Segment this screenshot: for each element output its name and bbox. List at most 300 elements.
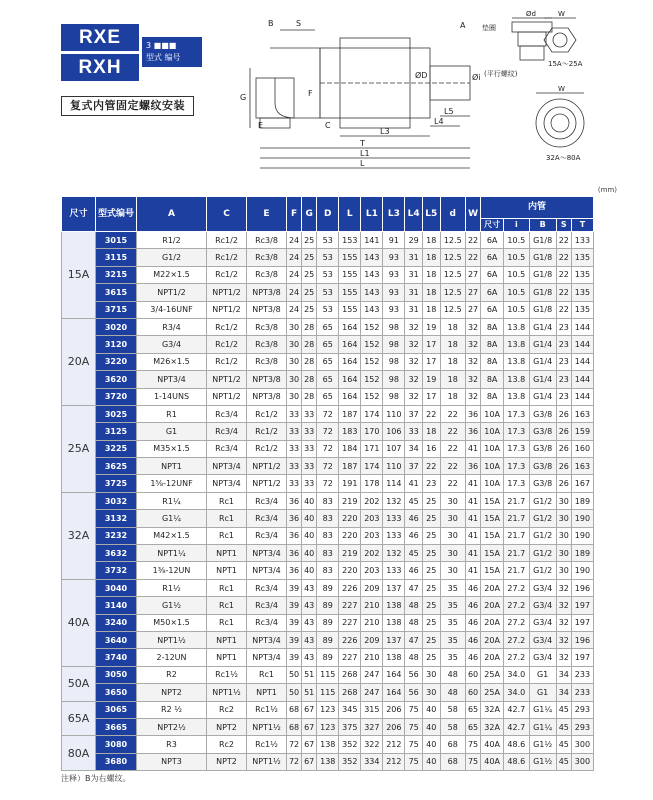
spec-cell: G1/4 [529,353,556,370]
spec-cell: NPT1½ [247,753,287,770]
spec-cell: 47 [405,579,423,596]
spec-cell: 32 [405,353,423,370]
spec-cell: 30 [440,545,465,562]
spec-cell: 13.8 [504,371,529,388]
spec-cell: 12.5 [440,266,465,283]
model-cell: 3680 [96,753,137,770]
model-cell: 3020 [96,318,137,335]
spec-cell: 23 [556,318,571,335]
spec-cell: 18 [422,232,440,249]
spec-cell: 45 [556,718,571,735]
spec-cell: G3/4 [529,649,556,666]
label-s: S [296,19,302,28]
spec-cell: 315 [361,701,383,718]
spec-cell: 300 [571,736,593,753]
spec-cell: 247 [361,666,383,683]
spec-cell: 220 [339,527,361,544]
spec-cell: 33 [302,405,317,422]
spec-cell: 202 [361,492,383,509]
spec-cell: 27.2 [504,614,529,631]
spec-cell: NPT3/4 [247,562,287,579]
spec-cell: 13.8 [504,318,529,335]
spec-cell: G3/8 [529,440,556,457]
spec-cell: 50 [287,666,302,683]
model-cell: 3115 [96,249,137,266]
spec-cell: 75 [465,736,480,753]
spec-cell: 65 [465,718,480,735]
spec-cell: 18 [440,388,465,405]
spec-cell: 174 [361,458,383,475]
model-cell: 3220 [96,353,137,370]
spec-cell: NPT1/2 [207,388,247,405]
spec-cell: G1/8 [529,232,556,249]
spec-cell: 6A [481,266,504,283]
spec-cell: 22 [556,301,571,318]
spec-cell: 10A [481,405,504,422]
spec-cell: 18 [440,336,465,353]
spec-cell: 17.3 [504,405,529,422]
model-cell: 3140 [96,597,137,614]
spec-cell: 32 [556,649,571,666]
joint-drawing [220,8,520,176]
spec-cell: NPT3 [137,753,207,770]
header-l4: L4 [405,197,423,232]
size-cell: 50A [62,666,96,701]
spec-cell: 164 [339,371,361,388]
spec-cell: 19 [422,371,440,388]
spec-cell: 227 [339,614,361,631]
table-row [62,301,594,318]
spec-cell: 164 [339,318,361,335]
spec-cell: 24 [287,301,302,318]
spec-cell: 35 [440,649,465,666]
model-cell: 3215 [96,266,137,283]
spec-cell: G1/2 [529,527,556,544]
spec-cell: 10A [481,458,504,475]
spec-cell: 138 [383,614,405,631]
spec-cell: 345 [339,701,361,718]
spec-cell: 46 [405,510,423,527]
spec-cell: 18 [422,423,440,440]
spec-cell: 144 [571,353,593,370]
spec-cell: 196 [571,631,593,648]
spec-cell: 26 [556,423,571,440]
table-row [62,597,594,614]
spec-cell: 300 [571,753,593,770]
spec-cell: Rc1/2 [207,353,247,370]
header-model: 型式编号 [96,197,137,232]
spec-cell: 41 [465,527,480,544]
label-g: G [240,93,247,102]
model-cell: 3615 [96,284,137,301]
label-f: F [308,89,313,98]
spec-cell: 143 [361,284,383,301]
spec-cell: 21.7 [504,510,529,527]
spec-cell: NPT2 [207,753,247,770]
spec-cell: G1½ [137,597,207,614]
spec-cell: 27 [465,266,480,283]
spec-cell: 36 [287,510,302,527]
table-row [62,649,594,666]
spec-cell: G1/2 [529,492,556,509]
spec-cell: 48.6 [504,736,529,753]
spec-cell: 26 [556,475,571,492]
badge-side-sub: 型式 编号 [146,53,181,62]
table-row [62,336,594,353]
spec-cell: 65 [317,353,339,370]
spec-cell: NPT2 [207,718,247,735]
spec-cell: 17 [422,388,440,405]
label-range-32-80: 32A～80A [546,154,581,162]
spec-cell: 187 [339,405,361,422]
spec-cell: 25A [481,684,504,701]
spec-cell: 67 [302,736,317,753]
spec-cell: 75 [405,718,423,735]
spec-cell: 163 [571,458,593,475]
spec-cell: 35 [440,579,465,596]
unit-label: (mm) [597,186,617,194]
spec-cell: 190 [571,562,593,579]
spec-cell: 191 [339,475,361,492]
spec-cell: R3 [137,736,207,753]
table-row [62,701,594,718]
spec-cell: 226 [339,631,361,648]
spec-cell: Rc1 [207,510,247,527]
spec-cell: 144 [571,318,593,335]
spec-cell: 152 [361,318,383,335]
spec-cell: 189 [571,492,593,509]
spec-cell: 48 [440,684,465,701]
spec-cell: 72 [317,440,339,457]
spec-cell: 31 [405,301,423,318]
spec-cell: G1/4 [529,336,556,353]
spec-cell: 27 [465,284,480,301]
model-cell: 3632 [96,545,137,562]
spec-cell: 144 [571,388,593,405]
spec-cell: 48.6 [504,753,529,770]
spec-cell: 27.2 [504,597,529,614]
spec-cell: 133 [383,510,405,527]
spec-cell: 322 [361,736,383,753]
spec-cell: 107 [383,440,405,457]
spec-cell: 25 [422,492,440,509]
spec-cell: 174 [361,405,383,422]
spec-cell: 143 [361,249,383,266]
spec-cell: 106 [383,423,405,440]
spec-cell: NPT1/2 [207,371,247,388]
spec-cell: 152 [361,336,383,353]
spec-cell: 352 [339,753,361,770]
spec-cell: 203 [361,527,383,544]
spec-cell: 25 [422,614,440,631]
spec-cell: Rc1/2 [247,440,287,457]
spec-cell: 25 [302,249,317,266]
spec-cell: 33 [302,475,317,492]
spec-cell: 36 [287,527,302,544]
model-cell: 3032 [96,492,137,509]
spec-cell: 33 [287,440,302,457]
spec-cell: 8A [481,318,504,335]
header-c: C [207,197,247,232]
spec-cell: 43 [302,631,317,648]
table-row [62,458,594,475]
spec-cell: G3/4 [529,631,556,648]
spec-cell: 39 [287,579,302,596]
spec-cell: NPT2½ [137,718,207,735]
model-cell: 3625 [96,458,137,475]
spec-cell: 40 [422,736,440,753]
model-cell: 3665 [96,718,137,735]
spec-cell: M35×1.5 [137,440,207,457]
spec-cell: 135 [571,266,593,283]
spec-cell: Rc1 [207,597,247,614]
spec-cell: 164 [339,388,361,405]
spec-cell: 34.0 [504,666,529,683]
spec-cell: 98 [383,371,405,388]
spec-cell: NPT1½ [207,684,247,701]
spec-cell: 164 [339,353,361,370]
spec-cell: 53 [317,301,339,318]
spec-cell: 1⅝-12UNF [137,475,207,492]
spec-cell: 15A [481,562,504,579]
spec-cell: 10.5 [504,232,529,249]
spec-cell: Rc3/4 [247,492,287,509]
spec-cell: 25 [422,597,440,614]
spec-cell: 65 [317,336,339,353]
spec-cell: M50×1.5 [137,614,207,631]
spec-cell: Rc1½ [247,736,287,753]
spec-cell: 31 [405,249,423,266]
spec-cell: 46 [465,649,480,666]
spec-cell: 25 [422,579,440,596]
spec-cell: 6A [481,284,504,301]
spec-cell: 6A [481,232,504,249]
spec-cell: Rc3/8 [247,353,287,370]
spec-cell: 32 [465,336,480,353]
spec-cell: G1½ [529,736,556,753]
size-cell: 20A [62,318,96,405]
spec-cell: 40 [422,753,440,770]
spec-cell: 268 [339,684,361,701]
table-row [62,527,594,544]
spec-cell: 24 [287,284,302,301]
spec-cell: 43 [302,649,317,666]
spec-cell: 28 [302,371,317,388]
spec-cell: R1/2 [137,232,207,249]
spec-cell: 32 [556,631,571,648]
spec-cell: NPT3/4 [247,545,287,562]
spec-cell: Rc3/8 [247,249,287,266]
spec-cell: Rc1/2 [207,266,247,283]
spec-cell: NPT1/2 [247,458,287,475]
spec-cell: 178 [361,475,383,492]
spec-cell: NPT1½ [247,718,287,735]
header-size: 尺寸 [62,197,96,232]
spec-cell: 10.5 [504,284,529,301]
label-phi-d-small: Ød [526,10,536,18]
spec-cell: 68 [440,753,465,770]
spec-cell: 60 [465,684,480,701]
spec-cell: 293 [571,718,593,735]
spec-cell: 8A [481,388,504,405]
spec-cell: 30 [287,318,302,335]
spec-cell: 155 [339,301,361,318]
spec-cell: 21.7 [504,562,529,579]
spec-cell: 36 [465,405,480,422]
spec-cell: 32 [465,371,480,388]
label-l: L [360,159,365,168]
spec-cell: 35 [440,631,465,648]
header-l: L [339,197,361,232]
spec-cell: 33 [302,423,317,440]
spec-cell: 35 [440,597,465,614]
header-d-small: d [440,197,465,232]
spec-cell: 1⅜-12UN [137,562,207,579]
spec-cell: 15A [481,545,504,562]
spec-cell: 33 [287,423,302,440]
spec-cell: 30 [287,388,302,405]
spec-cell: 72 [317,423,339,440]
spec-cell: 41 [465,545,480,562]
spec-cell: 25 [422,510,440,527]
spec-cell: 93 [383,249,405,266]
spec-cell: 6A [481,301,504,318]
spec-cell: G1/8 [529,266,556,283]
spec-cell: 93 [383,284,405,301]
spec-cell: 219 [339,492,361,509]
spec-cell: G3/8 [529,405,556,422]
spec-cell: 187 [339,458,361,475]
spec-cell: G1/2 [529,562,556,579]
spec-cell: 143 [361,266,383,283]
spec-cell: 327 [361,718,383,735]
spec-cell: Rc1/2 [207,232,247,249]
spec-cell: 24 [287,249,302,266]
table-row [62,371,594,388]
spec-cell: 68 [440,736,465,753]
spec-cell: 196 [571,579,593,596]
spec-cell: 197 [571,649,593,666]
model-cell: 3740 [96,649,137,666]
spec-cell: 197 [571,597,593,614]
spec-cell: 40 [422,718,440,735]
spec-cell: Rc1/2 [207,336,247,353]
spec-cell: 89 [317,631,339,648]
spec-cell: 30 [440,527,465,544]
spec-cell: 114 [383,475,405,492]
spec-cell: 39 [287,597,302,614]
spec-cell: 190 [571,510,593,527]
spec-cell: 41 [465,510,480,527]
model-cell: 3050 [96,666,137,683]
spec-cell: 15A [481,527,504,544]
spec-cell: 36 [287,492,302,509]
spec-cell: NPT3/4 [137,371,207,388]
size-cell: 15A [62,232,96,319]
spec-cell: 68 [287,718,302,735]
spec-cell: 46 [405,527,423,544]
spec-cell: 26 [556,458,571,475]
header-l5: L5 [422,197,440,232]
spec-cell: 68 [287,701,302,718]
spec-cell: NPT3/8 [247,284,287,301]
spec-cell: 22 [556,232,571,249]
spec-cell: 83 [317,545,339,562]
table-row [62,753,594,770]
spec-cell: 46 [465,631,480,648]
header-l1: L1 [361,197,383,232]
spec-cell: Rc3/4 [247,579,287,596]
spec-cell: G3/4 [529,597,556,614]
spec-cell: G3/8 [529,423,556,440]
label-t: T [360,139,365,148]
spec-cell: 30 [422,666,440,683]
spec-cell: 98 [383,318,405,335]
table-row [62,232,594,249]
badge-rxe: RXE [61,24,139,51]
spec-cell: 18 [440,371,465,388]
spec-cell: 24 [287,232,302,249]
model-cell: 3080 [96,736,137,753]
spec-cell: 36 [287,545,302,562]
spec-cell: 115 [317,684,339,701]
spec-cell: Rc1 [207,579,247,596]
spec-cell: 40 [422,701,440,718]
spec-cell: 46 [405,562,423,579]
spec-cell: R2 ½ [137,701,207,718]
spec-cell: NPT3/4 [247,649,287,666]
spec-cell: G1/8 [529,301,556,318]
spec-cell: 32 [465,353,480,370]
spec-cell: 30 [287,353,302,370]
model-cell: 3225 [96,440,137,457]
spec-cell: NPT3/8 [247,301,287,318]
model-cell: 3232 [96,527,137,544]
header-a: A [137,197,207,232]
spec-cell: 247 [361,684,383,701]
spec-cell: 48 [405,649,423,666]
spec-cell: 36 [287,562,302,579]
spec-cell: NPT1½ [137,631,207,648]
spec-cell: 33 [405,423,423,440]
spec-cell: 40 [302,527,317,544]
spec-cell: Rc1/2 [247,423,287,440]
spec-cell: R1 [137,405,207,422]
spec-cell: 18 [440,353,465,370]
spec-cell: 17.3 [504,458,529,475]
spec-cell: 23 [556,371,571,388]
spec-cell: NPT3/8 [247,388,287,405]
spec-cell: 43 [302,597,317,614]
spec-cell: 18 [422,284,440,301]
spec-cell: 28 [302,353,317,370]
spec-cell: 48 [440,666,465,683]
spec-cell: 17.3 [504,423,529,440]
spec-cell: 67 [302,753,317,770]
spec-cell: G3/4 [137,336,207,353]
spec-cell: 34 [556,684,571,701]
size-cell: 80A [62,736,96,771]
spec-cell: 45 [556,701,571,718]
spec-cell: 46 [465,614,480,631]
spec-cell: 10.5 [504,266,529,283]
spec-cell: 13.8 [504,336,529,353]
spec-cell: 212 [383,736,405,753]
label-l1: L1 [360,149,370,158]
spec-cell: 12.5 [440,249,465,266]
label-c: C [325,121,331,130]
spec-cell: 30 [556,510,571,527]
